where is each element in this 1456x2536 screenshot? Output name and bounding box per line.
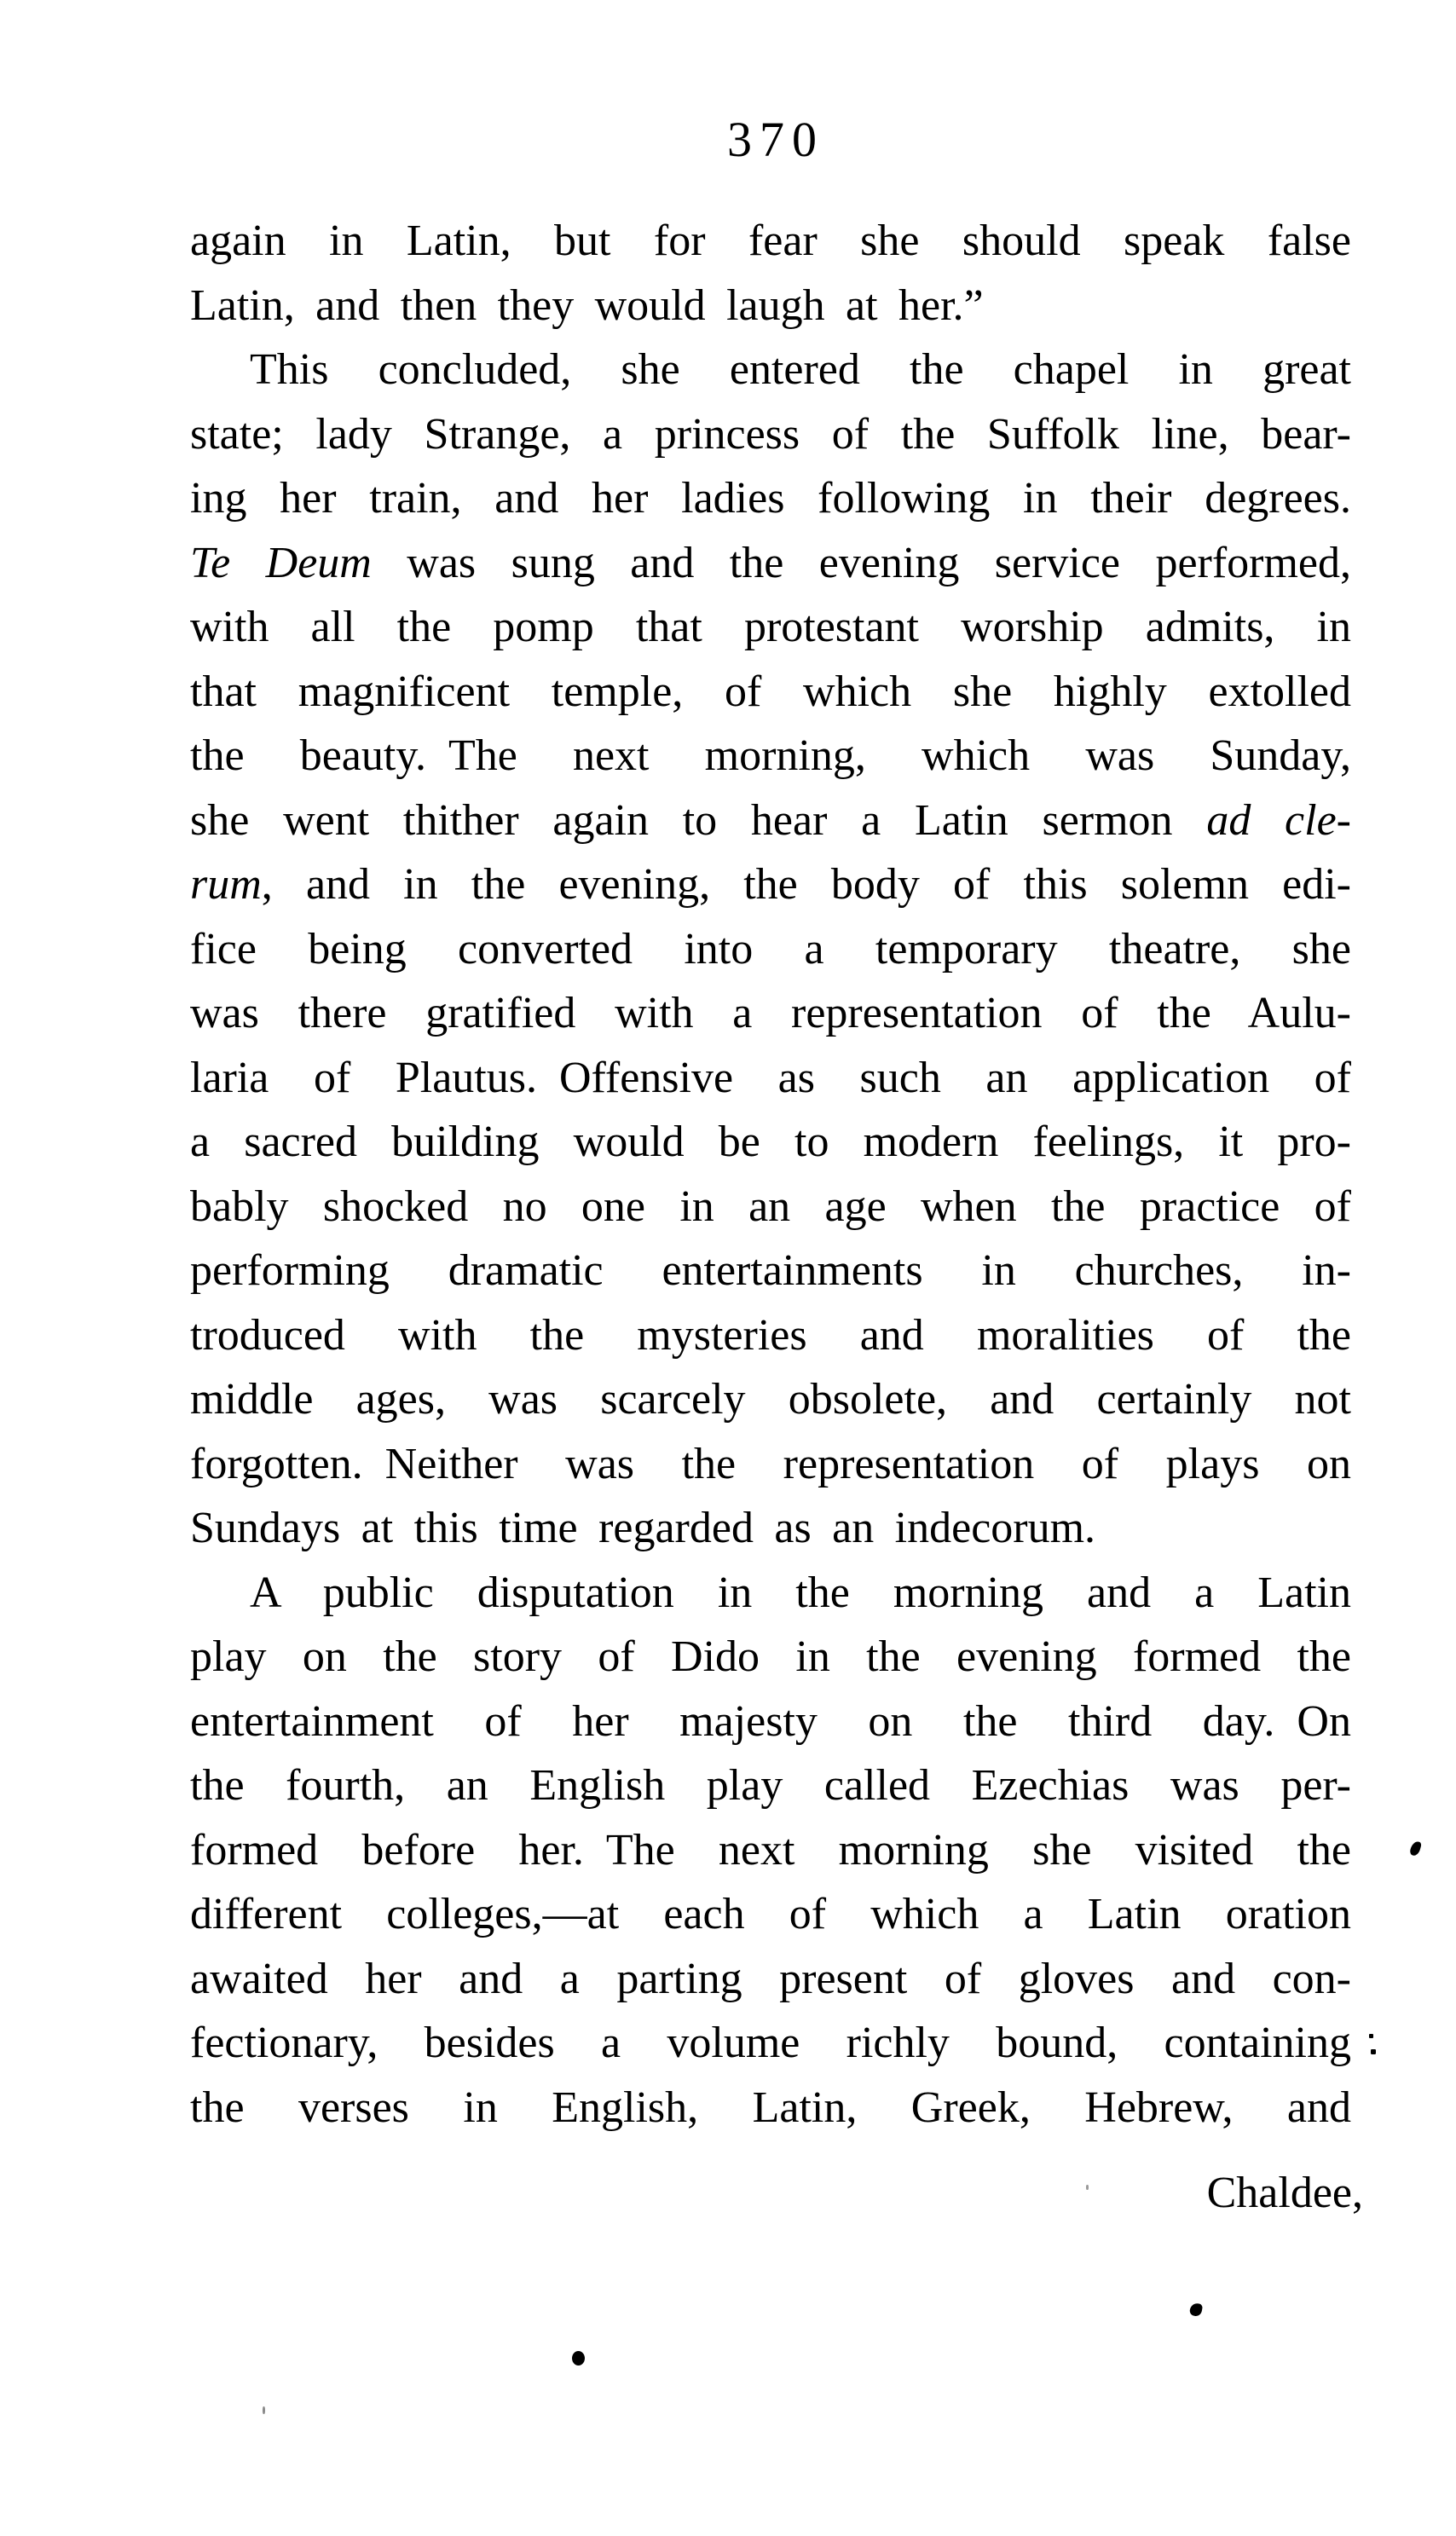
text-segment: different colleges,—at each of which a Latin oration <box>190 1890 1351 1938</box>
text-segment: middle ages, was scarcely obsolete, and certainly not <box>190 1375 1351 1424</box>
italic-text-segment: ad cle- <box>1206 795 1351 845</box>
ink-speck-faint-left <box>263 2406 265 2414</box>
text-line <box>190 852 1351 917</box>
italic-text-segment: rum <box>190 860 262 909</box>
text-segment: the fourth, an English play called Ezechias was per- <box>190 1761 1351 1810</box>
text-line <box>190 1175 1351 1239</box>
text-segment: A public disputation in the morning and a Latin <box>250 1568 1351 1617</box>
text-line <box>190 1690 1351 1754</box>
text-segment: was sung and the evening service performed, <box>371 538 1352 587</box>
text-line <box>190 1947 1351 2012</box>
text-line <box>190 917 1351 982</box>
italic-text-segment: Te Deum <box>190 538 372 587</box>
text-line <box>190 1496 1351 1561</box>
text-line <box>190 724 1351 789</box>
text-line <box>190 2011 1351 2076</box>
text-segment: performing dramatic entertainments in churches, in- <box>190 1246 1351 1295</box>
page-number: 370 <box>727 112 824 167</box>
text-line <box>190 1882 1351 1947</box>
text-segment: fectionary, besides a volume richly bound, containing <box>190 2019 1351 2067</box>
text-line <box>190 531 1351 596</box>
ink-speck-colon-bottom <box>1371 2049 1376 2054</box>
text-segment: laria of Plautus. Offensive as such an application of <box>190 1053 1351 1102</box>
text-line <box>190 338 1351 402</box>
text-line <box>190 1625 1351 1690</box>
text-segment: ing her train, and her ladies following in their degrees. <box>190 474 1351 523</box>
text-line <box>190 1753 1351 1818</box>
text-segment: she went thither again to hear a Latin sermon <box>190 795 1207 845</box>
text-segment: Sundays at this time regarded as an indecorum. <box>190 1504 1096 1552</box>
text-segment: again in Latin, but for fear she should speak false <box>190 217 1351 265</box>
text-segment: bably shocked no one in an age when the practice of <box>190 1181 1351 1231</box>
text-segment: the beauty. The next morning, which was Sunday, <box>190 731 1351 780</box>
text-line <box>190 1818 1351 1883</box>
text-line <box>190 789 1351 853</box>
text-segment: that magnificent temple, of which she highly extolled <box>190 667 1351 716</box>
text-line <box>190 1561 1351 1626</box>
text-line <box>190 209 1351 274</box>
ink-dot <box>572 2351 585 2366</box>
catchword <box>190 2161 1363 2226</box>
text-segment: awaited her and a parting present of gloves and con- <box>190 1954 1351 2003</box>
text-segment: , and in the evening, the body of this solemn edi- <box>261 860 1351 909</box>
text-line <box>190 1239 1351 1303</box>
text-line <box>190 1367 1351 1432</box>
text-line <box>190 466 1351 531</box>
text-segment: entertainment of her majesty on the third day. On <box>190 1696 1351 1746</box>
text-line <box>190 1432 1351 1497</box>
text-line <box>190 660 1351 725</box>
text-segment: state; lady Strange, a princess of the Suffolk line, bear- <box>190 409 1351 459</box>
text-segment: fice being converted into a temporary theatre, she <box>190 924 1351 973</box>
text-segment: troduced with the mysteries and moralities of the <box>190 1310 1351 1360</box>
ink-speck-comma-right-margin <box>1409 1840 1422 1857</box>
text-line <box>190 274 1351 338</box>
text-line <box>190 1303 1351 1368</box>
text-line <box>190 1110 1351 1175</box>
text-segment: the verses in English, Latin, Greek, Hebrew, and <box>190 2083 1351 2132</box>
text-segment: was there gratified with a representation of the Aulu- <box>190 989 1351 1037</box>
text-segment: Chaldee, <box>1206 2169 1363 2217</box>
ink-speck-faint-near-catchword <box>1086 2185 1089 2190</box>
ink-speck-apostrophe <box>1189 2302 1203 2317</box>
text-segment: formed before her. The next morning she visited the <box>190 1825 1351 1875</box>
text-segment: with all the pomp that protestant worship admits, in <box>190 603 1351 651</box>
text-line <box>190 402 1351 467</box>
text-line <box>190 2076 1351 2140</box>
text-line <box>190 981 1351 1046</box>
text-segment: forgotten. Neither was the representation of plays on <box>190 1439 1351 1488</box>
text-line <box>190 595 1351 660</box>
text-segment: play on the story of Dido in the evening formed the <box>190 1632 1351 1681</box>
text-segment: a sacred building would be to modern feelings, it pro- <box>190 1118 1351 1166</box>
text-segment: Latin, and then they would laugh at her.” <box>190 280 984 330</box>
page-text <box>190 209 1363 2226</box>
text-segment: This concluded, she entered the chapel in great <box>250 345 1351 394</box>
text-line <box>190 1046 1351 1111</box>
ink-speck-colon-top <box>1369 2034 1373 2038</box>
